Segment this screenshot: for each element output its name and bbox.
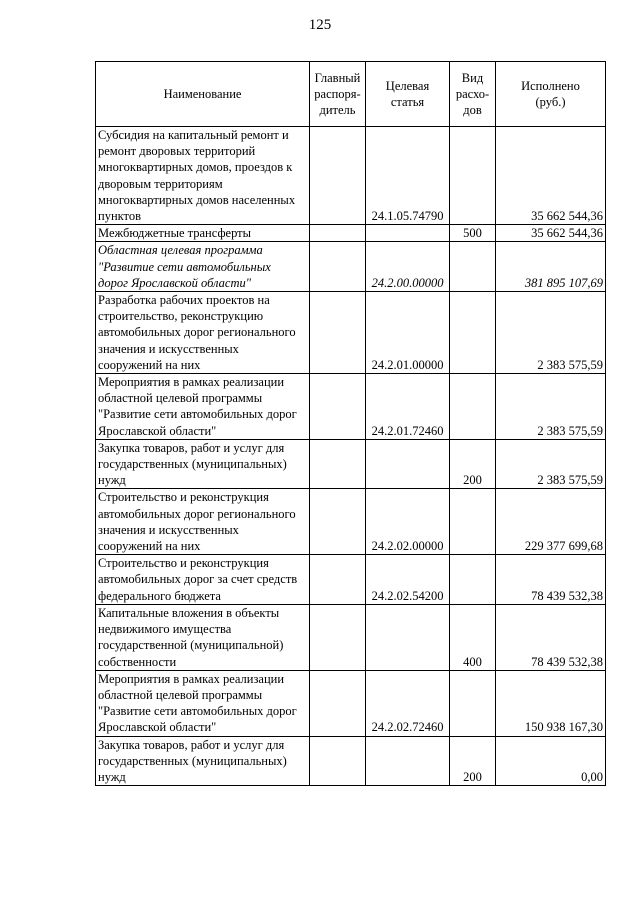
cell-amount: 2 383 575,59 — [496, 439, 606, 489]
cell-name-line: сооружений на них — [98, 539, 201, 554]
cell-manager — [310, 242, 366, 292]
table-body — [96, 127, 606, 786]
header-article — [366, 62, 450, 127]
cell-article: 24.2.01.72460 — [366, 374, 450, 440]
cell-name-line: государственных (муниципальных) — [98, 753, 287, 768]
cell-article: 24.2.02.54200 — [366, 555, 450, 605]
cell-name-line: областной целевой программы — [98, 687, 263, 702]
cell-name — [96, 555, 310, 605]
cell-article: 24.1.05.74790 — [366, 127, 450, 225]
cell-type: 400 — [450, 604, 496, 670]
cell-name-line: Мероприятия в рамках реализации — [98, 375, 285, 390]
cell-manager — [310, 374, 366, 440]
table-row — [96, 736, 606, 786]
cell-name — [96, 736, 310, 786]
cell-name-line: Межбюджетные трансферты — [98, 226, 252, 241]
page-number: 125 — [308, 17, 332, 33]
table-row — [96, 374, 606, 440]
cell-name-line: автомобильных дорог регионального — [98, 506, 296, 521]
cell-name-line: многоквартирных домов населенных — [98, 192, 296, 207]
cell-name-line: дорог Ярославской области" — [98, 275, 251, 290]
cell-article: 24.2.00.00000 — [366, 242, 450, 292]
cell-name-line: многоквартирных домов, проездов к — [98, 160, 293, 175]
header-manager-line: распоря- — [314, 87, 361, 101]
cell-article: 24.2.01.00000 — [366, 292, 450, 374]
cell-name-line: Разработка рабочих проектов на — [98, 293, 270, 308]
cell-manager — [310, 489, 366, 555]
cell-name-line: областной целевой программы — [98, 391, 263, 406]
cell-name-line: Субсидия на капитальный ремонт и — [98, 128, 289, 142]
cell-name-line: государственных (муниципальных) — [98, 457, 287, 472]
cell-name-line: строительство, реконструкцию — [98, 309, 264, 324]
cell-manager — [310, 555, 366, 605]
cell-name-line: Закупка товаров, работ и услуг для — [98, 440, 285, 455]
header-manager — [310, 62, 366, 127]
cell-name-line: Строительство и реконструкция — [98, 490, 269, 505]
cell-article — [366, 225, 450, 242]
cell-name-line: автомобильных дорог за счет средств — [98, 572, 298, 587]
cell-name — [96, 439, 310, 489]
header-manager-line: дитель — [319, 103, 356, 117]
cell-name-line: значения и искусственных — [98, 522, 239, 537]
cell-manager — [310, 670, 366, 736]
table-row — [96, 225, 606, 242]
cell-name-line: нужд — [98, 769, 126, 784]
cell-article — [366, 736, 450, 786]
header-type-line: Вид — [461, 71, 484, 85]
cell-article: 24.2.02.00000 — [366, 489, 450, 555]
cell-type — [450, 489, 496, 555]
header-article-line: Целевая — [385, 79, 430, 93]
cell-name-line: Мероприятия в рамках реализации — [98, 671, 285, 686]
cell-name — [96, 242, 310, 292]
cell-name-line: нужд — [98, 473, 126, 488]
header-type-line: расхо- — [455, 87, 490, 101]
cell-manager — [310, 736, 366, 786]
cell-manager — [310, 292, 366, 374]
table-row — [96, 604, 606, 670]
cell-type: 500 — [450, 225, 496, 242]
cell-name-line: дворовым территориям — [98, 176, 223, 191]
cell-name — [96, 292, 310, 374]
cell-amount: 35 662 544,36 — [496, 127, 606, 225]
header-type — [450, 62, 496, 127]
cell-type — [450, 555, 496, 605]
cell-name-line: "Развитие сети автомобильных — [98, 259, 271, 274]
cell-amount: 2 383 575,59 — [496, 374, 606, 440]
cell-amount: 150 938 167,30 — [496, 670, 606, 736]
cell-article — [366, 439, 450, 489]
table-row — [96, 555, 606, 605]
header-name — [96, 62, 310, 127]
cell-type: 200 — [450, 439, 496, 489]
table-row — [96, 670, 606, 736]
cell-article: 24.2.02.72460 — [366, 670, 450, 736]
cell-amount: 78 439 532,38 — [496, 604, 606, 670]
cell-amount: 0,00 — [496, 736, 606, 786]
cell-type — [450, 127, 496, 225]
cell-name-line: федерального бюджета — [98, 588, 221, 603]
cell-article — [366, 604, 450, 670]
cell-name-line: государственной (муниципальной) — [98, 638, 284, 653]
table-row — [96, 439, 606, 489]
cell-name-line: Ярославской области" — [98, 423, 217, 438]
header-executed — [496, 62, 606, 127]
cell-name-line: значения и искусственных — [98, 341, 239, 356]
table-row — [96, 292, 606, 374]
cell-name — [96, 670, 310, 736]
cell-name-line: Капитальные вложения в объекты — [98, 605, 280, 620]
cell-name-line: "Развитие сети автомобильных дорог — [98, 704, 297, 719]
cell-type — [450, 670, 496, 736]
cell-type — [450, 242, 496, 292]
cell-type — [450, 292, 496, 374]
cell-amount: 229 377 699,68 — [496, 489, 606, 555]
cell-name-line: Ярославской области" — [98, 720, 217, 735]
header-article-line: статья — [390, 95, 425, 109]
cell-amount: 381 895 107,69 — [496, 242, 606, 292]
cell-type: 200 — [450, 736, 496, 786]
budget-table — [95, 61, 606, 786]
cell-name-line: "Развитие сети автомобильных дорог — [98, 407, 297, 422]
header-manager-line: Главный — [314, 71, 361, 85]
cell-manager — [310, 604, 366, 670]
cell-name-line: Строительство и реконструкция — [98, 556, 269, 571]
cell-name — [96, 489, 310, 555]
header-type-line: дов — [463, 103, 482, 117]
cell-name — [96, 604, 310, 670]
cell-name — [96, 374, 310, 440]
cell-name-line: недвижимого имущества — [98, 622, 232, 637]
table-row — [96, 489, 606, 555]
cell-name-line: автомобильных дорог регионального — [98, 325, 296, 340]
cell-manager — [310, 439, 366, 489]
cell-name — [96, 225, 310, 242]
header-executed-line: (руб.) — [535, 95, 566, 109]
table-row — [96, 242, 606, 292]
table-row — [96, 127, 606, 225]
table-header-row — [96, 62, 606, 127]
cell-manager — [310, 225, 366, 242]
cell-name-line: пунктов — [98, 209, 141, 224]
cell-amount: 35 662 544,36 — [496, 225, 606, 242]
header-executed-line: Исполнено — [521, 79, 580, 93]
cell-amount: 78 439 532,38 — [496, 555, 606, 605]
cell-manager — [310, 127, 366, 225]
cell-name-line: ремонт дворовых территорий — [98, 144, 256, 159]
header-name-text: Наименование — [163, 87, 242, 101]
cell-name-line: Закупка товаров, работ и услуг для — [98, 737, 285, 752]
cell-name-line: Областная целевая программа — [98, 243, 263, 258]
cell-name-line: собственности — [98, 654, 177, 669]
cell-amount: 2 383 575,59 — [496, 292, 606, 374]
cell-name — [96, 127, 310, 225]
cell-name-line: сооружений на них — [98, 357, 201, 372]
cell-type — [450, 374, 496, 440]
